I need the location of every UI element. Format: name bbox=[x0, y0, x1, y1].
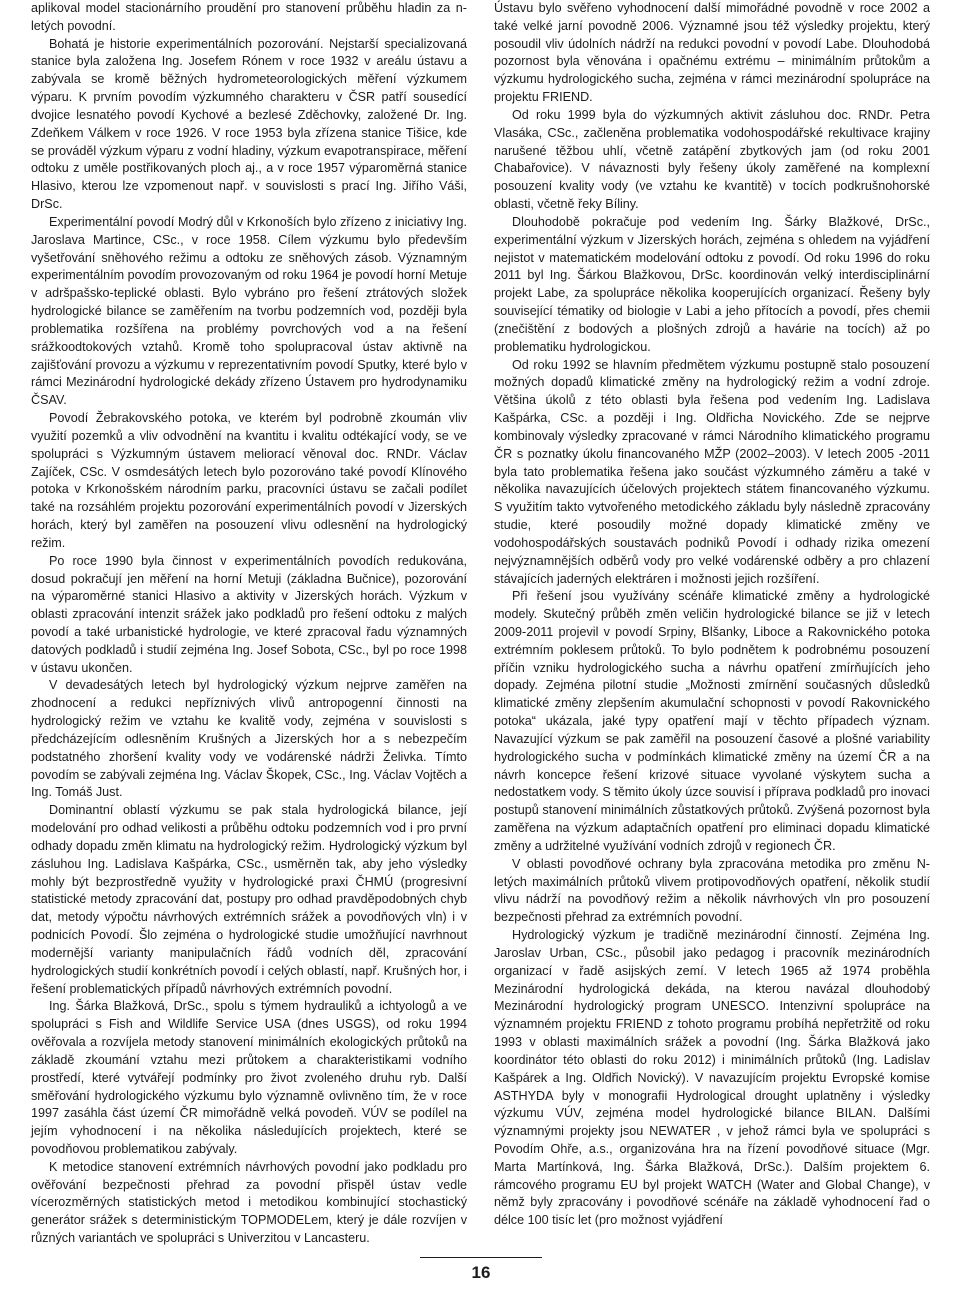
footer-rule bbox=[420, 1257, 542, 1258]
left-column bbox=[31, 0, 467, 1248]
paragraph: V devadesátých letech byl hydrologický výzkum nejprve zaměřen na zhodnocení a redukci nepříznivých vlivů antropogenní činnosti na hydrologický režim ve vztahu ke kvalitě vody, zejména v souvislosti s předcházejícím odlesněním Krušných a Jizerských hor a s nebezpečím podstatného zhoršení kvality vody ve vodárenské nádrži Želivka. Tímto povodím se zabývali zejména Ing. Václav Škopek, CSc., Ing. Václav Vojtěch a Ing. Tomáš Just. bbox=[31, 678, 467, 800]
paragraph: V oblasti povodňové ochrany byla zpracována metodika pro změnu N-letých maximálních průtoků vlivem protipovodňových opatření, několik studií vlivu nádrží na povodňový režim a několik návrhových vln pro posouzení bezpečnosti přehrad za extrémních povodní. bbox=[494, 856, 930, 925]
paragraph: Od roku 1992 se hlavním předmětem výzkumu postupně stalo posouzení možných dopadů klimatické změny na hydrologický režim a vodní zdroje. Většina úkolů z této oblasti byla řešena pod vedením Ing. Ladislava Kašpárka, CSc. a později i Ing. Oldřicha Novického. Zde se nejprve kombinovaly výsledky zpracované v rámci Národního klimatického programu ČR s poznatky úkolu financovaného MŽP (2002–2003). V letech 2005 -2011 byla tato problematika řešena jako součást výzkumného záměru a také v několika navazujících účelových projektech státem financovaného výzkumu. S využitím takto vytvořeného metodického základu byly následně zpracovány studie, které posoudily možné dopady klimatické změny ve vodohospodářských soustavách podniků Povodí i odhady rizika omezení nejvýznamnějších odběrů vody pro velké vodárenské odběry a pro chlazení stávajících jaderných elektráren i možnosti jejich rozšíření. bbox=[494, 357, 930, 586]
paragraph: Po roce 1990 byla činnost v experimentálních povodích redukována, dosud pokračují jen měření na horní Metuji (základna Bučnice), pozorování na výparoměrné stanici Hlasivo a aktivity v Jizerských horách. Výzkum v oblasti zpracování intenzit srážek jako podkladů pro řešení odtoku z malých povodí a také urbanistické hydrologie, ve které zpracoval řadu významných datových podkladů i studií zejména Ing. Josef Sobota, CSc., byl po roce 1998 v ústavu ukončen. bbox=[31, 553, 467, 675]
paragraph: Dominantní oblastí výzkumu se pak stala hydrologická bilance, její modelování pro odhad velikosti a průběhu odtoku podzemních vod i pro první odhady dopadu změn klimatu na hydrologický režim. Hydrologický výzkum byl zásluhou Ing. Ladislava Kašpárka, CSc., usměrněn tak, aby jeho výsledky mohly být bezprostředně využity v hydrologické praxi ČHMÚ (progresivní statistické metody zpracování dat, postupy pro odhad pravděpodobných chyb dat, metody výpočtu návrhových extrémních srážek a povodňových vln) i v podnicích Povodí. Šlo zejména o hydrologické studie umožňující navrhnout modernější varianty manipulačních řádů vodních děl, zpracování hydrologických studií konkrétních povodí i celých oblastí, např. Krušných hor, i řešení problematických případů návrhových extrémních povodní. bbox=[31, 803, 467, 996]
paragraph: Dlouhodobě pokračuje pod vedením Ing. Šárky Blažkové, DrSc., experimentální výzkum v Jizerských horách, zejména s ohledem na vyjádření nejistot v matematickém modelování odtoku z povodí. Od roku 1996 do roku 2011 byl Ing. Šárkou Blažkovou, DrSc. koordinován velký interdisciplinární projekt Labe, za spolupráce několika kooperujících organizací. Řešeny byly související tématiky od biologie v Labi a jeho přítocích a povodí, přes chemii (znečištění z bodových a plošných zdrojů a havárie na tocích) až po problematiku hydrologickou. bbox=[494, 214, 930, 354]
paragraph: Ústavu bylo svěřeno vyhodnocení další mimořádné povodně v roce 2002 a také velké jarní povodně 2006. Významné jsou též výsledky projektu, který posoudil vliv údolních nádrží na redukci povodní v povodí Labe. Dlouhodobá pozornost byla věnována i opačnému extrému – minimálním průtokům a výzkumu hydrologického sucha, zejména v rámci mezinárodní spolupráce na projektu FRIEND. bbox=[494, 1, 930, 105]
paragraph: aplikoval model stacionárního proudění pro stanovení průběhu hladin za n-letých povodní. bbox=[31, 1, 467, 33]
paragraph: Experimentální povodí Modrý důl v Krkonoších bylo zřízeno z iniciativy Ing. Jaroslava Martince, CSc., v roce 1958. Cílem výzkumu bylo především vyšetřování sněhového režimu a odtoku ze sněhových zásob. Významným experimentálním povodím provozovaným od roku 1964 je povodí horní Metuje v adršpašsko-teplické oblasti. Bylo vybráno pro řešení ztrátových složek hydrologické bilance se zaměřením na tvorbu podzemních vod, později byla problematika rozšířena na problémy povrchových vod a na řešení srážkoodtokových vztahů. Kromě toho spolupracoval ústav aktivně na zajišťování provozu a výzkumu v reprezentativním povodí Sputky, které bylo v rámci Mezinárodní hydrologické dekády zřízeno Ústavem pro hydrodynamiku ČSAV. bbox=[31, 214, 467, 408]
paragraph: Bohatá je historie experimentálních pozorování. Nejstarší specializovaná stanice byla založena Ing. Josefem Rónem v roce 1932 v areálu ústavu a zabývala se kromě běžných hydrometeorologických měření výzkumem výparu. K prvním povodím výzkumného charakteru v ČSR patří sousedící dvojice lesnatého povodí Kychové a bezlesé Zděchovky, založené Dr. Ing. Zdeňkem Válkem v roce 1926. V roce 1953 byla zřízena stanice Tišice, kde se prováděl výzkum výparu z vodní hladiny, výzkum evapotranspirace, měření odtoku z uměle postřikovaných ploch aj., a v roce 1957 výparoměrná stanice Hlasivo, kterou lze vzpomenout např. v souvislosti s prací Ing. Jiřího Váši, DrSc. bbox=[31, 36, 467, 212]
paragraph: K metodice stanovení extrémních návrhových povodní jako podkladu pro ověřování bezpečnosti přehrad za povodní přispěl ústav vedle vícerozměrných statistických metod i metodikou kombinující stochastický generátor srážek s deterministickým TOPMODELem, který je dále rozvíjen v různých variantách ve spolupráci s Univerzitou v Lancasteru. bbox=[31, 1159, 467, 1246]
right-column bbox=[494, 0, 930, 1230]
paragraph: Ing. Šárka Blažková, DrSc., spolu s týmem hydrauliků a ichtyologů a ve spolupráci s Fish and Wildlife Service USA (dnes USGS), od roku 1994 ověřovala a rozvíjela metody stanovení minimálních ekologických průtoků na základě zkoumání vztahu mezi průtokem a charakteristikami vodního prostředí, které vytvářejí podmínky pro život zvoleného druhu ryb. Další směřování hydrologického výzkumu bylo významně ovlivněno tím, že v roce 1997 zasáhla část území ČR mimořádně velká povodeň. VÚV se podílel na jejím vyhodnocení i na několika následujících projektech, které se povodňovou problematikou zabývaly. bbox=[31, 999, 467, 1156]
paragraph: Hydrologický výzkum je tradičně mezinárodní činností. Zejména Ing. Jaroslav Urban, CSc., působil jako pedagog i pracovník mezinárodních organizací v řadě asijských zemí. V letech 1965 až 1974 proběhla Mezinárodní hydrologická dekáda, na kterou navázal dlouhodobý Mezinárodní hydrologický program UNESCO. Intenzivní spolupráce na významném projektu FRIEND z tohoto programu probíhá nepřetržitě od roku 1993 v oblasti maximálních srážek a povodní (Ing. Šárka Blažková jako koordinátor této oblasti do roku 2012) i minimálních průtoků (Ing. Ladislav Kašpárek a Ing. Oldřich Novický). V navazujícím projektu Evropské komise ASTHYDA byly v monografii Hydrological drought uplatněny i výsledky výzkumu VÚV, zejména model hydrologické bilance BILAN. Dalšími významnými projekty jsou NEWATER , v jehož rámci byla ve spolupráci s Povodím Ohře, a.s., organizována hra na řízení povodňové situace (Mgr. Marta Martínková, Ing. Šárka Blažková, DrSc.). Dalším projektem 6. rámcového programu EU byl projekt WATCH (Water and Global Change), v němž byly zpracovány i povodňové scénáře na základě vyhodnocení řad o délce 100 tisíc let (pro možnost vyjádření bbox=[494, 928, 930, 1228]
paragraph: Povodí Žebrakovského potoka, ve kterém byl podrobně zkoumán vliv využití pozemků a vliv odvodnění na kvantitu i kvalitu odtékající vody, se ve spolupráci s Výzkumným ústavem meliorací věnoval doc. RNDr. Václav Zajíček, CSc. V osmdesátých letech bylo pozorováno také povodí Klínového potoka v Krkonošském národním parku, pracovníci ústavu se začali podílet také na rozsáhlém projektu pozorování experimentálních povodí v Jizerských horách, který byl zaměřen na posouzení vlivu odlesnění na hydrologický režim. bbox=[31, 411, 467, 550]
paragraph: Při řešení jsou využívány scénáře klimatické změny a hydrologické modely. Skutečný průběh změn veličin hydrologické bilance se již v letech 2009-2011 projevil v povodí Srpiny, Blšanky, Liboce a Rakovnického potoka extrémním poklesem průtoků. To bylo podnětem k podrobnému posouzení příčin vzniku hydrologického sucha a návrhu opatření zmírňujících jeho dopady. Zejména pilotní studie „Možnosti zmírnění současných důsledků klimatické změny zlepšením akumulační schopnosti v povodí Rakovnického potoka“ ukázala, jaké typy opatření mají v těchto případech význam. Navazující výzkum se pak zaměřil na posouzení časové a plošné variability hydrologického sucha v podmínkách klimatické změny na území ČR a na návrh koncepce řešení krizové situace vyvolané výskytem sucha a nedostatkem vody. S těmito úkoly úzce souvisí i příprava podkladů pro inovaci postupů stanovení minimálních zůstatkových průtoků. Zvýšená pozornost byla zaměřena na výzkum adaptačních opatření pro eliminaci dopadu klimatické změny a udržitelné využívání vodních zdrojů v regionech ČR. bbox=[494, 589, 930, 853]
paragraph: Od roku 1999 byla do výzkumných aktivit zásluhou doc. RNDr. Petra Vlasáka, CSc., začleněna problematika vodohospodářské rekultivace krajiny narušené těžbou uhlí, včetně zatápění zbytkových jam (od roku 2001 Chabařovice). V návaznosti byly řešeny úkoly zaměřené na komplexní posouzení kvality vody (ve vztahu ke kvantitě) v tocích podkrušnohorské oblasti, včetně řeky Bíliny. bbox=[494, 107, 930, 212]
page-number: 16 bbox=[471, 1263, 491, 1282]
